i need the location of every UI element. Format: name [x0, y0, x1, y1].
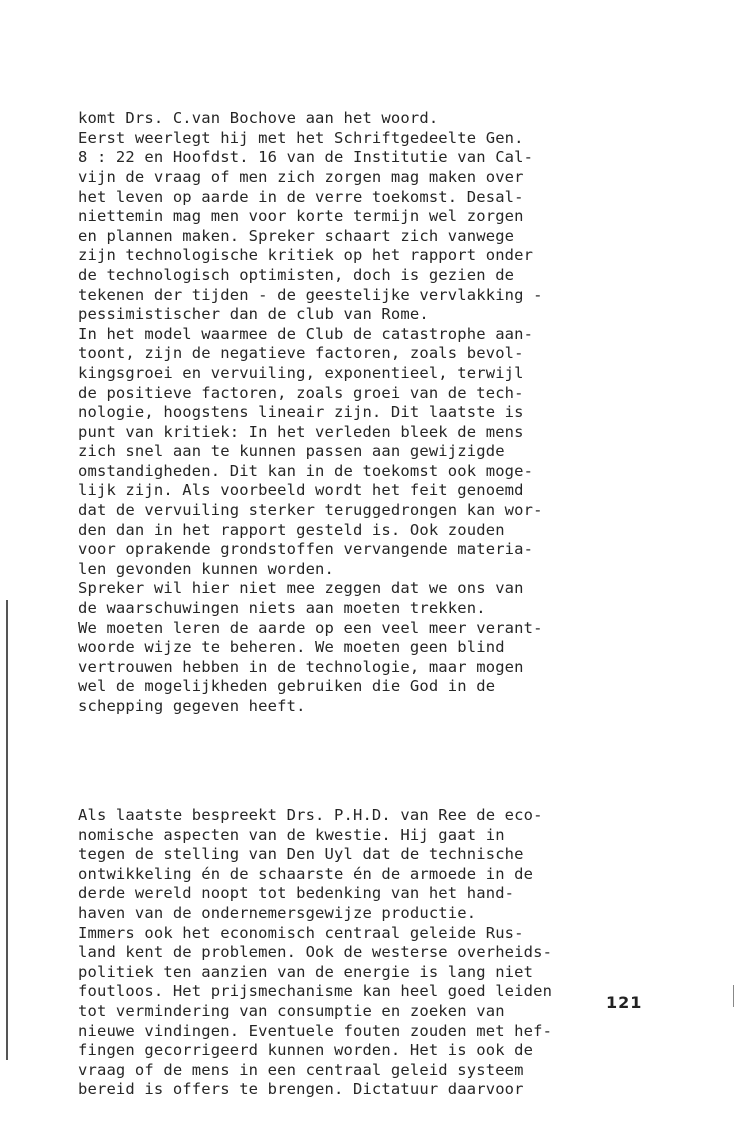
text-line: derde wereld noopt tot bedenking van het hand- [78, 884, 515, 903]
text-line: vertrouwen hebben in de technologie, maar mogen [78, 657, 524, 676]
text-line: land kent de problemen. Ook de westerse overheids- [78, 943, 553, 962]
text-line: haven van de ondernemersgewijze productie. [78, 903, 477, 922]
text-line: We moeten leren de aarde op een veel meer verant- [78, 618, 543, 637]
text-line: wel de mogelijkheden gebruiken die God in de [78, 677, 496, 696]
text-line: kingsgroei en vervuiling, exponentieel, terwijl [78, 363, 524, 382]
text-line: den dan in het rapport gesteld is. Ook zouden [78, 520, 505, 539]
scan-edge-left [6, 600, 8, 1060]
text-line: len gevonden kunnen worden. [78, 559, 335, 578]
page-number: 121 [606, 993, 643, 1012]
text-line: pessimistischer dan de club van Rome. [78, 305, 429, 324]
text-line: Immers ook het economisch centraal geleide Rus- [78, 923, 524, 942]
text-line: nomische aspecten van de kwestie. Hij gaat in [78, 825, 505, 844]
text-line: komt Drs. C.van Bochove aan het woord. [78, 109, 439, 128]
text-line: bereid is offers te brengen. Dictatuur daarvoor [78, 1080, 524, 1099]
text-line: In het model waarmee de Club de catastrophe aan- [78, 324, 534, 343]
text-line: het leven op aarde in de verre toekomst. Desal- [78, 187, 524, 206]
text-line: Als laatste bespreekt Drs. P.H.D. van Ree de eco- [78, 805, 543, 824]
text-line: omstandigheden. Dit kan in de toekomst ook moge- [78, 461, 534, 480]
text-line: tekenen der tijden - de geestelijke vervlakking - [78, 285, 543, 304]
text-line: tot vermindering van consumptie en zoeken van [78, 1001, 505, 1020]
text-line: tegen de stelling van Den Uyl dat de technische [78, 845, 524, 864]
text-line: zich snel aan te kunnen passen aan gewijzigde [78, 442, 505, 461]
paragraph-gap [78, 756, 678, 767]
text-line: 8 : 22 en Hoofdst. 16 van de Institutie van Cal- [78, 148, 534, 167]
text-line: en plannen maken. Spreker schaart zich vanwege [78, 226, 515, 245]
paragraph-2 [78, 806, 678, 1100]
text-line: voor oprakende grondstoffen vervangende materia- [78, 540, 534, 559]
text-line: ontwikkeling én de schaarste én de armoede in de [78, 864, 534, 883]
text-line: schepping gegeven heeft. [78, 697, 306, 715]
text-line: zijn technologische kritiek op het rapport onder [78, 246, 534, 265]
text-line: Spreker wil hier niet mee zeggen dat we ons van [78, 579, 524, 598]
text-line: vijn de vraag of men zich zorgen mag maken over [78, 167, 524, 186]
body-text [78, 70, 678, 1139]
text-line: vraag of de mens in een centraal geleid systeem [78, 1060, 524, 1079]
text-line: niettemin mag men voor korte termijn wel zorgen [78, 207, 524, 226]
paragraph-1 [78, 109, 678, 716]
text-line: de technologisch optimisten, doch is gezien de [78, 265, 515, 284]
text-line: woorde wijze te beheren. We moeten geen blind [78, 638, 505, 657]
scan-edge-right [733, 985, 734, 1007]
text-line: fingen gecorrigeerd kunnen worden. Het is ook de [78, 1041, 534, 1060]
text-line: de waarschuwingen niets aan moeten trekken. [78, 599, 486, 618]
text-line: dat de vervuiling sterker teruggedrongen kan wor- [78, 501, 543, 520]
text-line: nieuwe vindingen. Eventuele fouten zouden met hef- [78, 1021, 553, 1040]
text-line: foutloos. Het prijsmechanisme kan heel goed leiden [78, 982, 553, 1001]
text-line: toont, zijn de negatieve factoren, zoals bevol- [78, 344, 524, 363]
text-line: punt van kritiek: In het verleden bleek de mens [78, 422, 524, 441]
text-line: nologie, hoogstens lineair zijn. Dit laatste is [78, 403, 524, 422]
text-line: de positieve factoren, zoals groei van de tech- [78, 383, 524, 402]
text-line: lijk zijn. Als voorbeeld wordt het feit genoemd [78, 481, 524, 500]
text-line: politiek ten aanzien van de energie is lang niet [78, 962, 534, 981]
text-line: Eerst weerlegt hij met het Schriftgedeelte Gen. [78, 128, 524, 147]
